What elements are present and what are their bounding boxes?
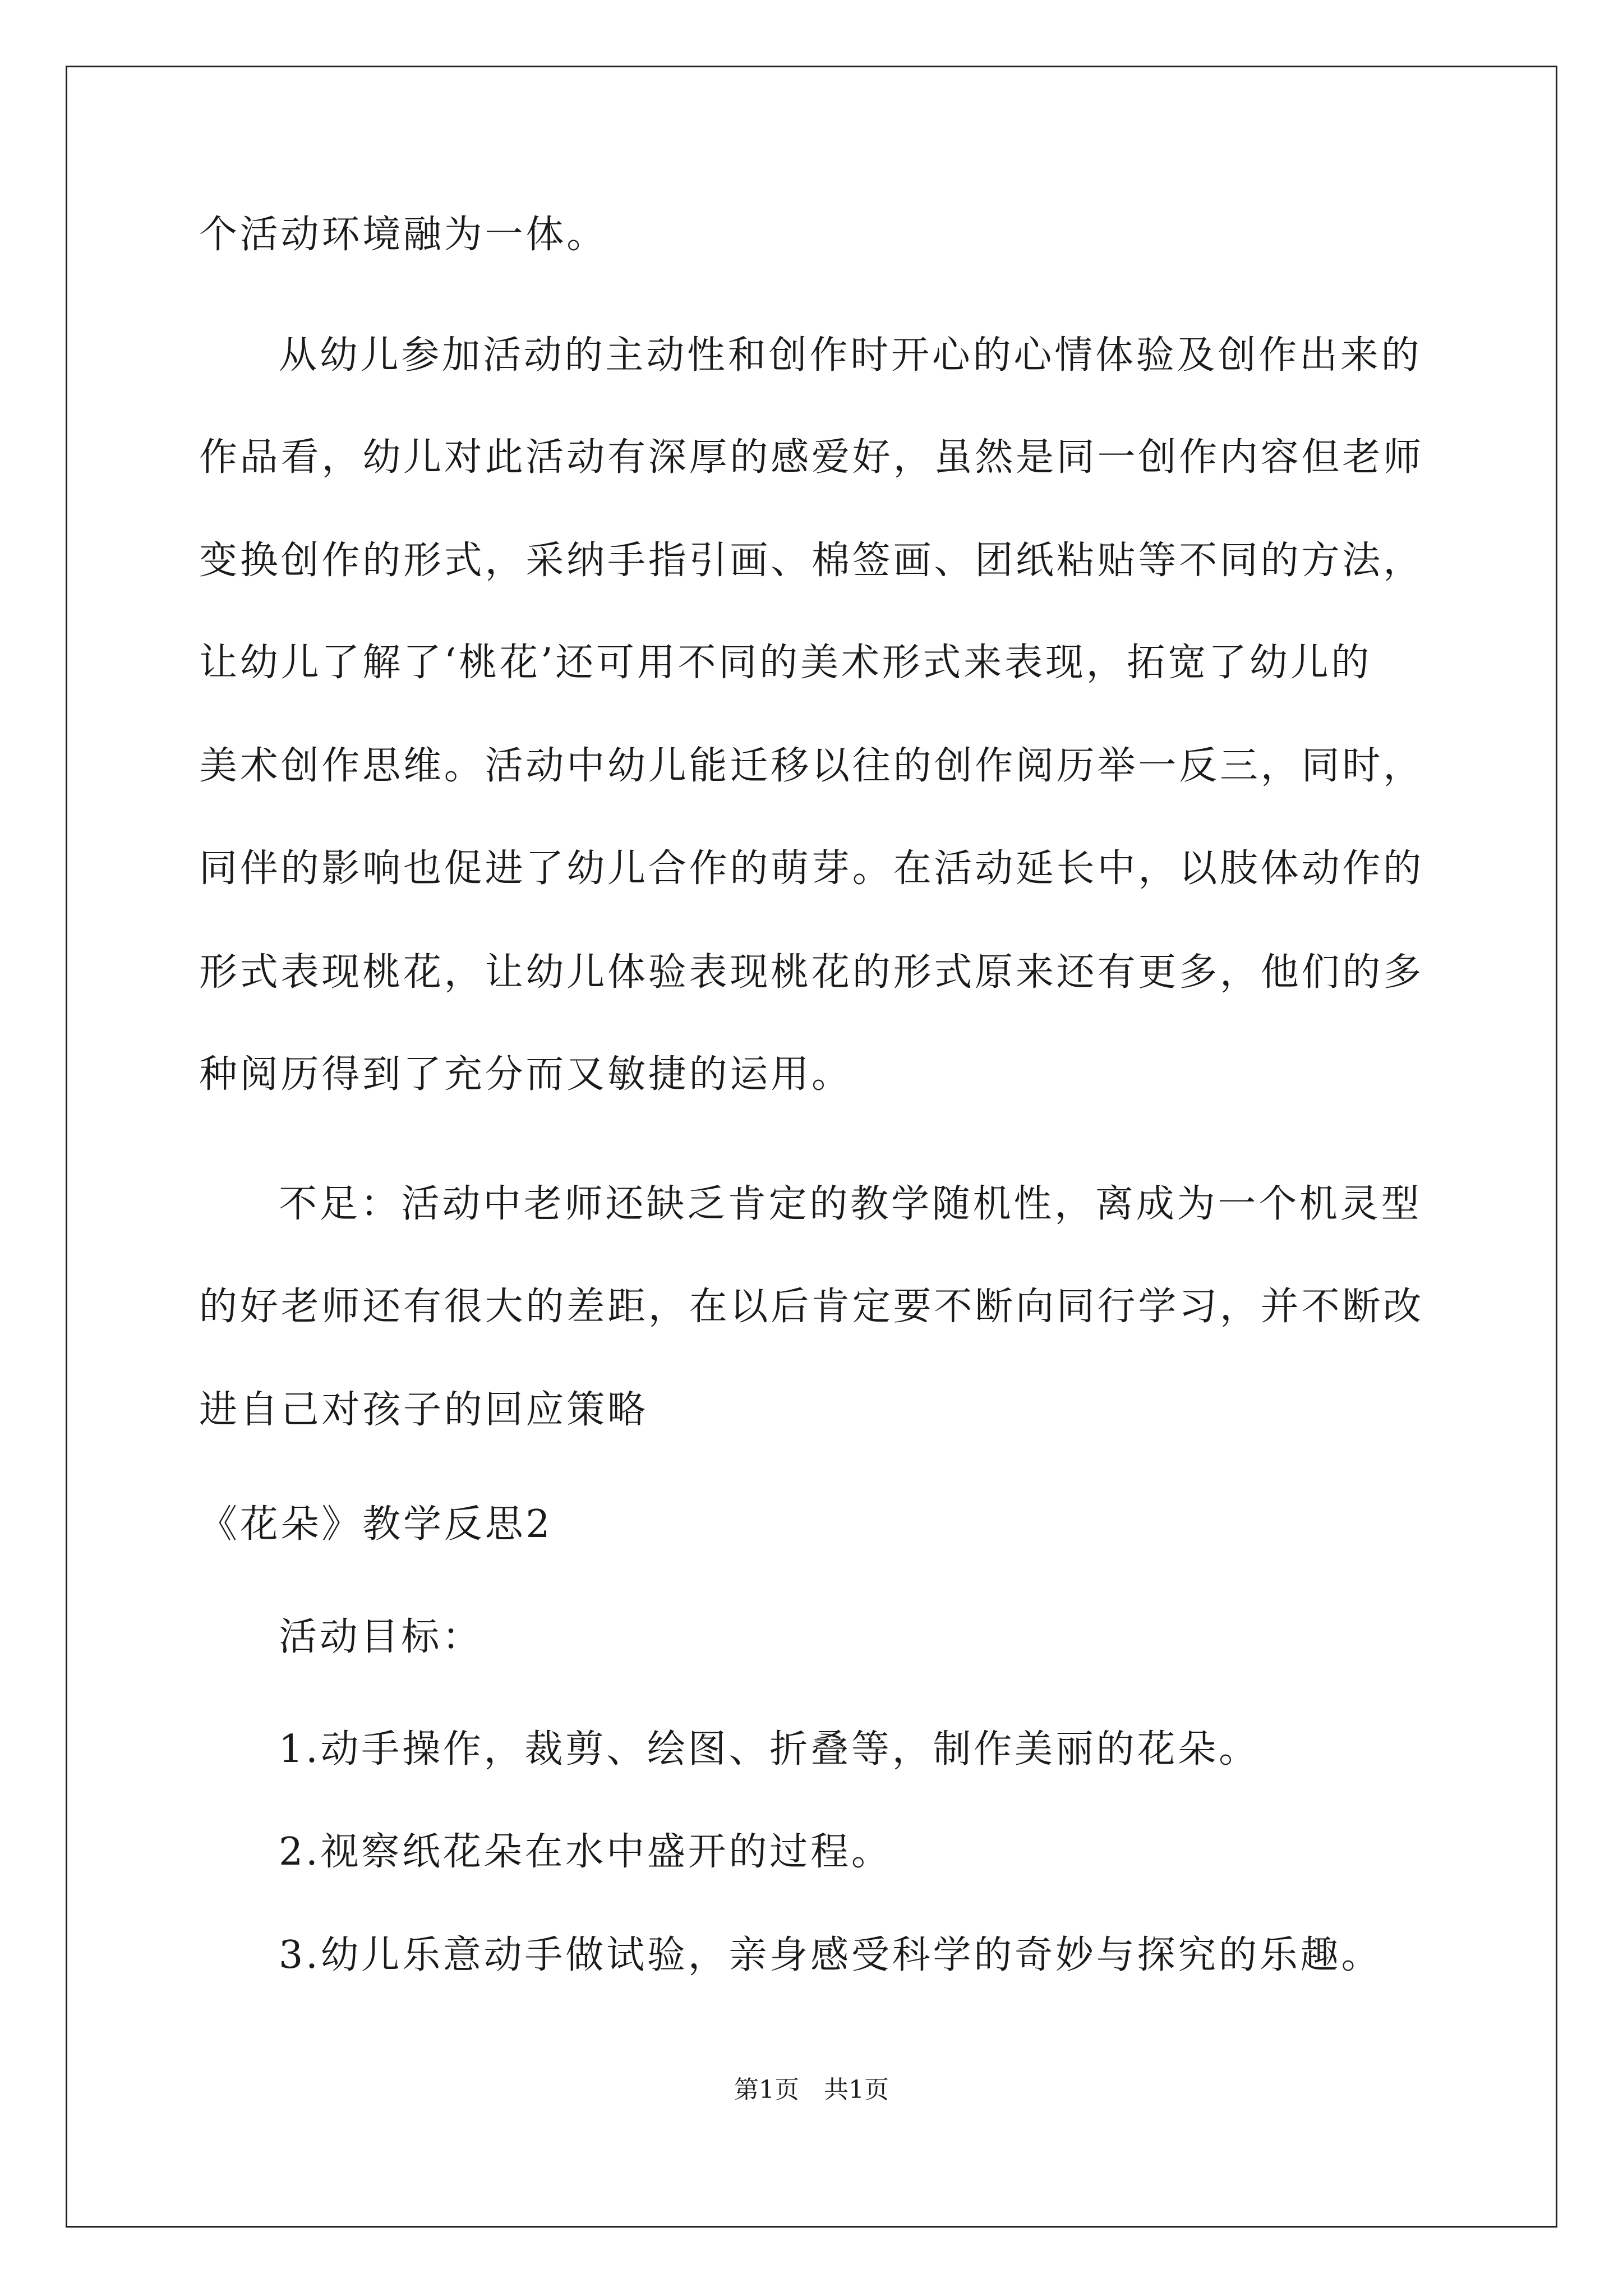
paragraph-line: 形式表现桃花，让幼儿体验表现桃花的形式原来还有更多，他们的多 [199, 950, 1424, 995]
paragraph-line: 美术创作思维。活动中幼儿能迁移以往的创作阅历举一反三，同时， [199, 744, 1424, 788]
paragraph-line: 不足：活动中老师还缺乏肯定的教学随机性，离成为一个机灵型 [279, 1182, 1422, 1226]
paragraph-line: 变换创作的形式，采纳手指引画、棉签画、团纸粘贴等不同的方法， [199, 539, 1424, 583]
paragraph-line: 同伴的影响也促进了幼儿合作的萌芽。在活动延长中，以肢体动作的 [199, 846, 1424, 891]
section-heading: 《花朵》教学反思2 [199, 1502, 553, 1547]
paragraph-line: 活动目标： [279, 1615, 483, 1659]
paragraph-line: 让幼儿了解了‘桃花’还可用不同的美术形式来表现，拓宽了幼儿的 [199, 641, 1372, 685]
paragraph-line: 作品看，幼儿对此活动有深厚的感爱好，虽然是同一创作内容但老师 [199, 435, 1424, 480]
paragraph-line: 种阅历得到了充分而又敏捷的运用。 [199, 1052, 852, 1097]
page-border [66, 66, 1557, 2228]
list-item: 2.视察纸花朵在水中盛开的过程。 [279, 1830, 892, 1874]
list-item: 3.幼儿乐意动手做试验，亲身感受科学的奇妙与探究的乐趣。 [279, 1933, 1382, 1977]
paragraph-line: 个活动环境融为一体。 [199, 213, 608, 257]
paragraph-line: 从幼儿参加活动的主动性和创作时开心的心情体验及创作出来的 [279, 333, 1422, 378]
list-item: 1.动手操作，裁剪、绘图、折叠等，制作美丽的花朵。 [279, 1727, 1260, 1772]
paragraph-line: 的好老师还有很大的差距，在以后肯定要不断向同行学习，并不断改 [199, 1285, 1424, 1329]
page-footer: 第1页 共1页 [734, 2076, 889, 2104]
paragraph-line: 进自己对孩子的回应策略 [199, 1388, 648, 1432]
